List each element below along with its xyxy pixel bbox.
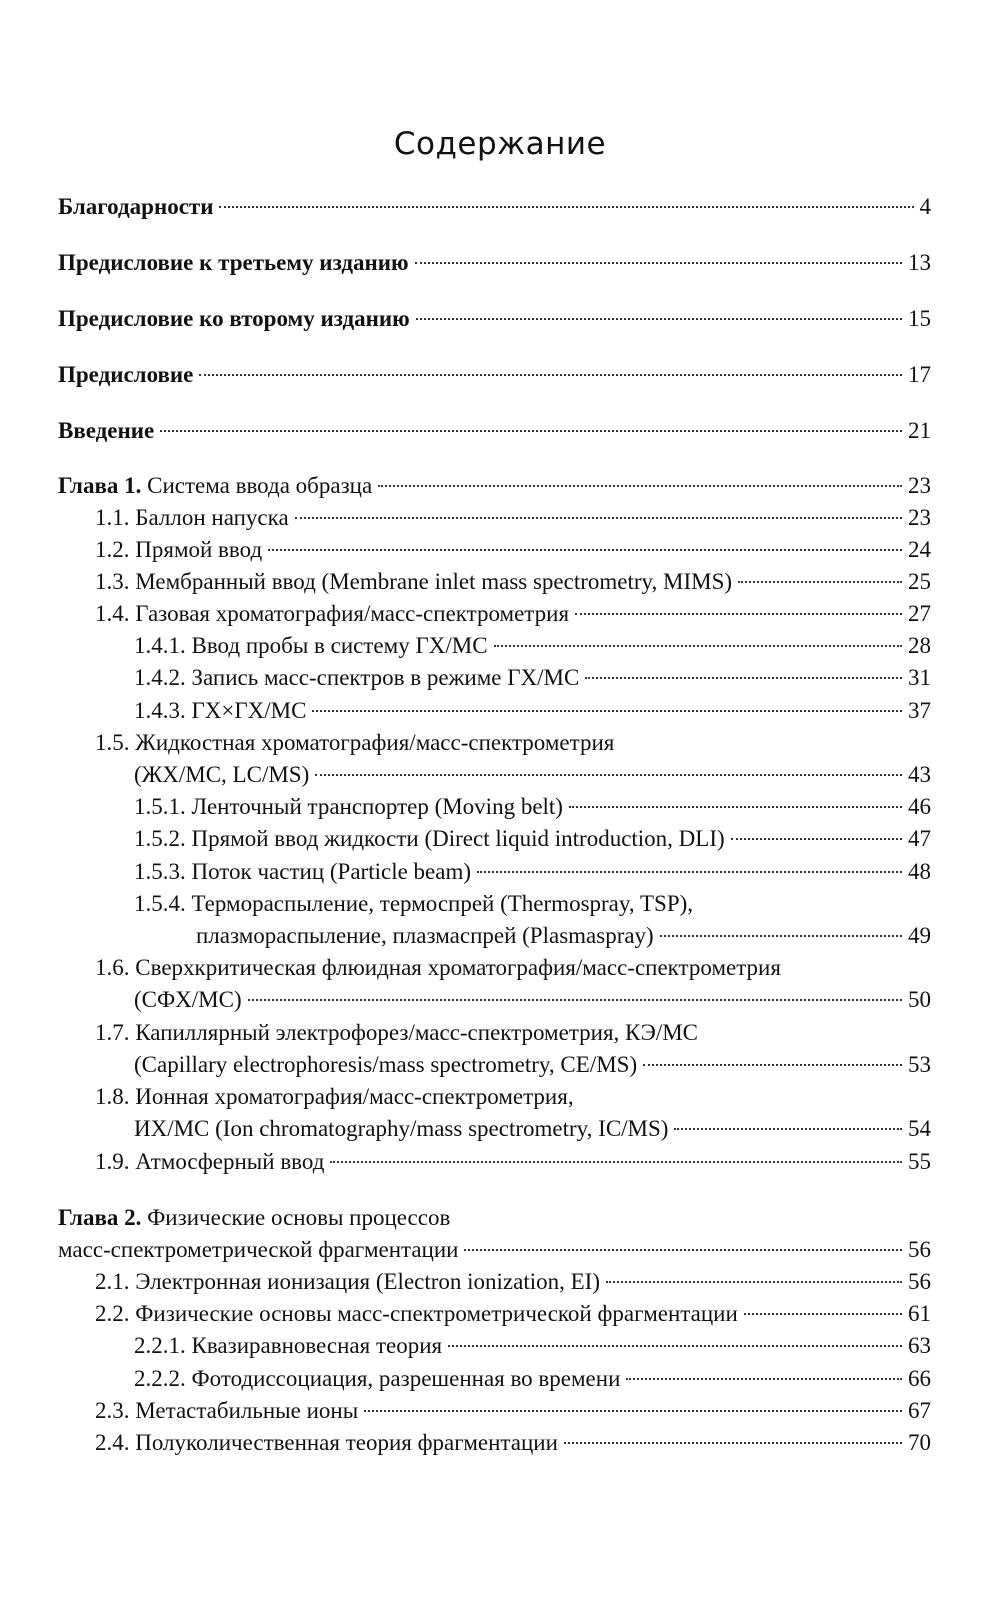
toc-entry bbox=[58, 1329, 931, 1363]
toc-entry-text: 1.3. Мембранный ввод (Membrane inlet mass spectrometry, MIMS) bbox=[95, 569, 733, 594]
toc-entry bbox=[58, 726, 931, 760]
toc-entry-title bbox=[95, 726, 614, 760]
toc-entry-text: Физические основы процессов bbox=[141, 1205, 451, 1230]
toc-entry-title bbox=[58, 1201, 450, 1235]
toc-entry-text: 2.4. Полуколичественная теория фрагментации bbox=[95, 1430, 558, 1455]
toc-entry bbox=[58, 1016, 931, 1050]
toc-entry-page-number: 53 bbox=[908, 1052, 931, 1077]
toc-entry-title bbox=[134, 1362, 620, 1396]
toc-entry-text: 1.1. Баллон напуска bbox=[95, 505, 289, 530]
toc-entry bbox=[58, 790, 931, 824]
toc-entry-page-number: 50 bbox=[908, 987, 931, 1012]
toc-entry-bold-label: Благодарности bbox=[58, 194, 214, 219]
toc-entry-text: 1.4.3. ГХ×ГХ/МС bbox=[134, 698, 307, 723]
dot-leader bbox=[416, 318, 902, 320]
dot-leader bbox=[312, 710, 902, 712]
toc-entry bbox=[58, 302, 931, 336]
toc-entry-page-number: 48 bbox=[908, 859, 931, 884]
dot-leader bbox=[626, 1378, 902, 1380]
toc-entry-page-number: 49 bbox=[908, 923, 931, 948]
toc-entry-text: масс-спектрометрической фрагментации bbox=[58, 1237, 459, 1262]
toc-entry-text: 1.9. Атмосферный ввод bbox=[95, 1149, 325, 1174]
toc-entry bbox=[58, 469, 931, 503]
toc-entry bbox=[58, 855, 931, 889]
toc-entry-page-number: 55 bbox=[908, 1149, 931, 1174]
toc-entry-text: 1.8. Ионная хроматография/масс-спектрометрия, bbox=[95, 1084, 574, 1109]
toc-entry-title bbox=[134, 694, 306, 728]
toc-entry-page-number: 4 bbox=[919, 194, 931, 219]
toc-entry bbox=[58, 887, 931, 921]
toc-entry-title bbox=[134, 983, 242, 1017]
toc-entry-title bbox=[58, 1233, 458, 1267]
toc-entry-page-number: 54 bbox=[908, 1116, 931, 1141]
toc-entry-text: 2.1. Электронная ионизация (Electron ionization, EI) bbox=[95, 1269, 601, 1294]
toc-entry-page-number: 23 bbox=[908, 473, 931, 498]
toc-entry-title bbox=[58, 246, 409, 280]
dot-leader bbox=[295, 517, 902, 519]
dot-leader bbox=[448, 1345, 902, 1347]
toc-entry bbox=[58, 190, 931, 224]
toc-entry-page-number: 17 bbox=[908, 362, 931, 387]
toc-entry-text: 1.5.3. Поток частиц (Particle beam) bbox=[134, 859, 472, 884]
toc-entry-text: ИХ/МС (Ion chromatography/mass spectrometry, IC/MS) bbox=[134, 1116, 669, 1141]
toc-entry-page-number: 67 bbox=[908, 1398, 931, 1423]
toc-entry-page-number: 47 bbox=[908, 826, 931, 851]
dot-leader bbox=[248, 999, 902, 1001]
toc-entry-text: 2.2. Физические основы масс-спектрометрической фрагментации bbox=[95, 1301, 738, 1326]
toc-entry-title bbox=[95, 1426, 558, 1460]
toc-entry-title bbox=[134, 855, 471, 889]
toc-entry-bold-label: Глава 1. bbox=[58, 473, 142, 498]
toc-entry bbox=[58, 951, 931, 985]
dot-leader bbox=[494, 645, 902, 647]
toc-entry-text: 1.6. Сверхкритическая флюидная хроматография/масс-спектрометрия bbox=[95, 955, 781, 980]
toc-entry-title bbox=[134, 758, 309, 792]
toc-entry-title bbox=[58, 358, 193, 392]
toc-entry bbox=[58, 1265, 931, 1299]
toc-entry-text: 1.4. Газовая хроматография/масс-спектрометрия bbox=[95, 601, 570, 626]
toc-entry-title bbox=[196, 919, 654, 953]
toc-entry-title bbox=[95, 1265, 600, 1299]
toc-entry-text: 1.2. Прямой ввод bbox=[95, 537, 263, 562]
toc-entry bbox=[58, 1362, 931, 1396]
dot-leader bbox=[199, 374, 902, 376]
toc-entry-page-number: 31 bbox=[908, 665, 931, 690]
toc-entry bbox=[58, 246, 931, 280]
toc-entry-text: 2.3. Метастабильные ионы bbox=[95, 1398, 359, 1423]
toc-entry-title bbox=[134, 629, 488, 663]
toc-entry bbox=[58, 597, 931, 631]
toc-entry-bold-label: Введение bbox=[58, 418, 155, 443]
toc-entry bbox=[58, 1048, 931, 1082]
toc-entry-title bbox=[134, 887, 693, 921]
toc-entry-bold-label: Глава 2. bbox=[58, 1205, 142, 1230]
dot-leader bbox=[660, 935, 902, 937]
toc-entry bbox=[58, 1426, 931, 1460]
toc-entry-page-number: 15 bbox=[908, 306, 931, 331]
toc-entry bbox=[58, 919, 931, 953]
page-title: Содержание bbox=[393, 126, 607, 162]
toc-entry-bold-label: Предисловие к третьему изданию bbox=[58, 250, 409, 275]
toc-entry-title bbox=[134, 661, 579, 695]
dot-leader bbox=[219, 206, 913, 208]
toc-entry-title bbox=[134, 1048, 637, 1082]
toc-entry-title bbox=[95, 1297, 738, 1331]
toc-entry-page-number: 24 bbox=[908, 537, 931, 562]
toc-entry bbox=[58, 1145, 931, 1179]
toc-entry-page-number: 25 bbox=[908, 569, 931, 594]
dot-leader bbox=[315, 774, 902, 776]
dot-leader bbox=[477, 871, 902, 873]
dot-leader bbox=[575, 613, 902, 615]
toc-entry bbox=[58, 565, 931, 599]
toc-entry-page-number: 70 bbox=[908, 1430, 931, 1455]
toc-entry-title bbox=[95, 1016, 698, 1050]
toc-entry bbox=[58, 1394, 931, 1428]
toc-entry bbox=[58, 1080, 931, 1114]
dot-leader bbox=[330, 1161, 902, 1163]
toc-entry-text: плазмораспыление, плазмаспрей (Plasmaspray) bbox=[196, 923, 654, 948]
toc-entry bbox=[58, 358, 931, 392]
dot-leader bbox=[738, 581, 902, 583]
toc-entry-page-number: 21 bbox=[908, 418, 931, 443]
dot-leader bbox=[415, 262, 902, 264]
toc-entry-title bbox=[95, 501, 289, 535]
toc-entry bbox=[58, 1297, 931, 1331]
dot-leader bbox=[643, 1064, 902, 1066]
dot-leader bbox=[464, 1249, 902, 1251]
toc-entry bbox=[58, 694, 931, 728]
toc-entry bbox=[58, 661, 931, 695]
toc-entry-title bbox=[58, 414, 154, 448]
toc-entry-title bbox=[58, 469, 372, 503]
toc-entry-page-number: 27 bbox=[908, 601, 931, 626]
toc-entry-title bbox=[58, 190, 213, 224]
dot-leader bbox=[160, 430, 902, 432]
toc-entry-text: 2.2.1. Квазиравновесная теория bbox=[134, 1333, 443, 1358]
toc-entry-title bbox=[95, 1080, 574, 1114]
toc-entry-text: 1.5.2. Прямой ввод жидкости (Direct liquid introduction, DLI) bbox=[134, 826, 725, 851]
dot-leader bbox=[569, 806, 902, 808]
dot-leader bbox=[268, 549, 902, 551]
toc-entry bbox=[58, 533, 931, 567]
toc-entry-text: Система ввода образца bbox=[141, 473, 373, 498]
toc-entry bbox=[58, 629, 931, 663]
toc-entry-title bbox=[58, 302, 410, 336]
toc-entry-text: 1.4.1. Ввод пробы в систему ГХ/МС bbox=[134, 633, 488, 658]
toc-entry-title bbox=[95, 565, 732, 599]
toc-entry-title bbox=[134, 1112, 668, 1146]
toc-entry bbox=[58, 414, 931, 448]
toc-entry-text: (СФХ/МС) bbox=[134, 987, 242, 1012]
toc-entry-title bbox=[134, 790, 563, 824]
toc-entry-page-number: 43 bbox=[908, 762, 931, 787]
toc-entry bbox=[58, 501, 931, 535]
toc-entry bbox=[58, 1201, 931, 1235]
toc-entry-page-number: 66 bbox=[908, 1366, 931, 1391]
dot-leader bbox=[674, 1128, 902, 1130]
toc-entry-bold-label: Предисловие bbox=[58, 362, 194, 387]
toc-entry-title bbox=[95, 951, 781, 985]
toc-entry-text: (Capillary electrophoresis/mass spectrometry, CE/MS) bbox=[134, 1052, 638, 1077]
toc-entry-page-number: 13 bbox=[908, 250, 931, 275]
toc-entry-title bbox=[95, 1394, 358, 1428]
toc-entry bbox=[58, 1233, 931, 1267]
toc-entry bbox=[58, 983, 931, 1017]
toc-entry-title bbox=[134, 822, 725, 856]
toc-entry-text: 1.4.2. Запись масс-спектров в режиме ГХ/МС bbox=[134, 665, 580, 690]
toc-entry-text: 2.2.2. Фотодиссоциация, разрешенная во времени bbox=[134, 1366, 621, 1391]
toc-entry-bold-label: Предисловие ко второму изданию bbox=[58, 306, 410, 331]
toc-entry-text: 1.5.4. Термораспыление, термоспрей (Thermospray, TSP), bbox=[134, 891, 694, 916]
dot-leader bbox=[606, 1281, 902, 1283]
toc-entry-page-number: 46 bbox=[908, 794, 931, 819]
dot-leader bbox=[364, 1410, 902, 1412]
toc-entry-page-number: 56 bbox=[908, 1269, 931, 1294]
toc-entry-page-number: 56 bbox=[908, 1237, 931, 1262]
dot-leader bbox=[564, 1442, 902, 1444]
toc-entry-title bbox=[134, 1329, 442, 1363]
toc-entry-text: (ЖХ/МС, LC/MS) bbox=[134, 762, 310, 787]
dot-leader bbox=[731, 838, 902, 840]
toc-entry-page-number: 61 bbox=[908, 1301, 931, 1326]
toc-entry-text: 1.5. Жидкостная хроматография/масс-спектрометрия bbox=[95, 730, 615, 755]
toc-entry-title bbox=[95, 533, 262, 567]
dot-leader bbox=[744, 1313, 902, 1315]
toc-entry-page-number: 28 bbox=[908, 633, 931, 658]
dot-leader bbox=[585, 677, 902, 679]
dot-leader bbox=[378, 485, 902, 487]
toc-entry-text: 1.5.1. Ленточный транспортер (Moving belt) bbox=[134, 794, 563, 819]
toc-entry-title bbox=[95, 597, 569, 631]
toc-entry-page-number: 37 bbox=[908, 698, 931, 723]
toc-entry-page-number: 63 bbox=[908, 1333, 931, 1358]
toc-entry-title bbox=[95, 1145, 324, 1179]
toc-entry-page-number: 23 bbox=[908, 505, 931, 530]
toc-entry bbox=[58, 1112, 931, 1146]
toc-entry-text: 1.7. Капиллярный электрофорез/масс-спектрометрия, КЭ/МС bbox=[95, 1020, 699, 1045]
toc-entry bbox=[58, 822, 931, 856]
toc-entry bbox=[58, 758, 931, 792]
